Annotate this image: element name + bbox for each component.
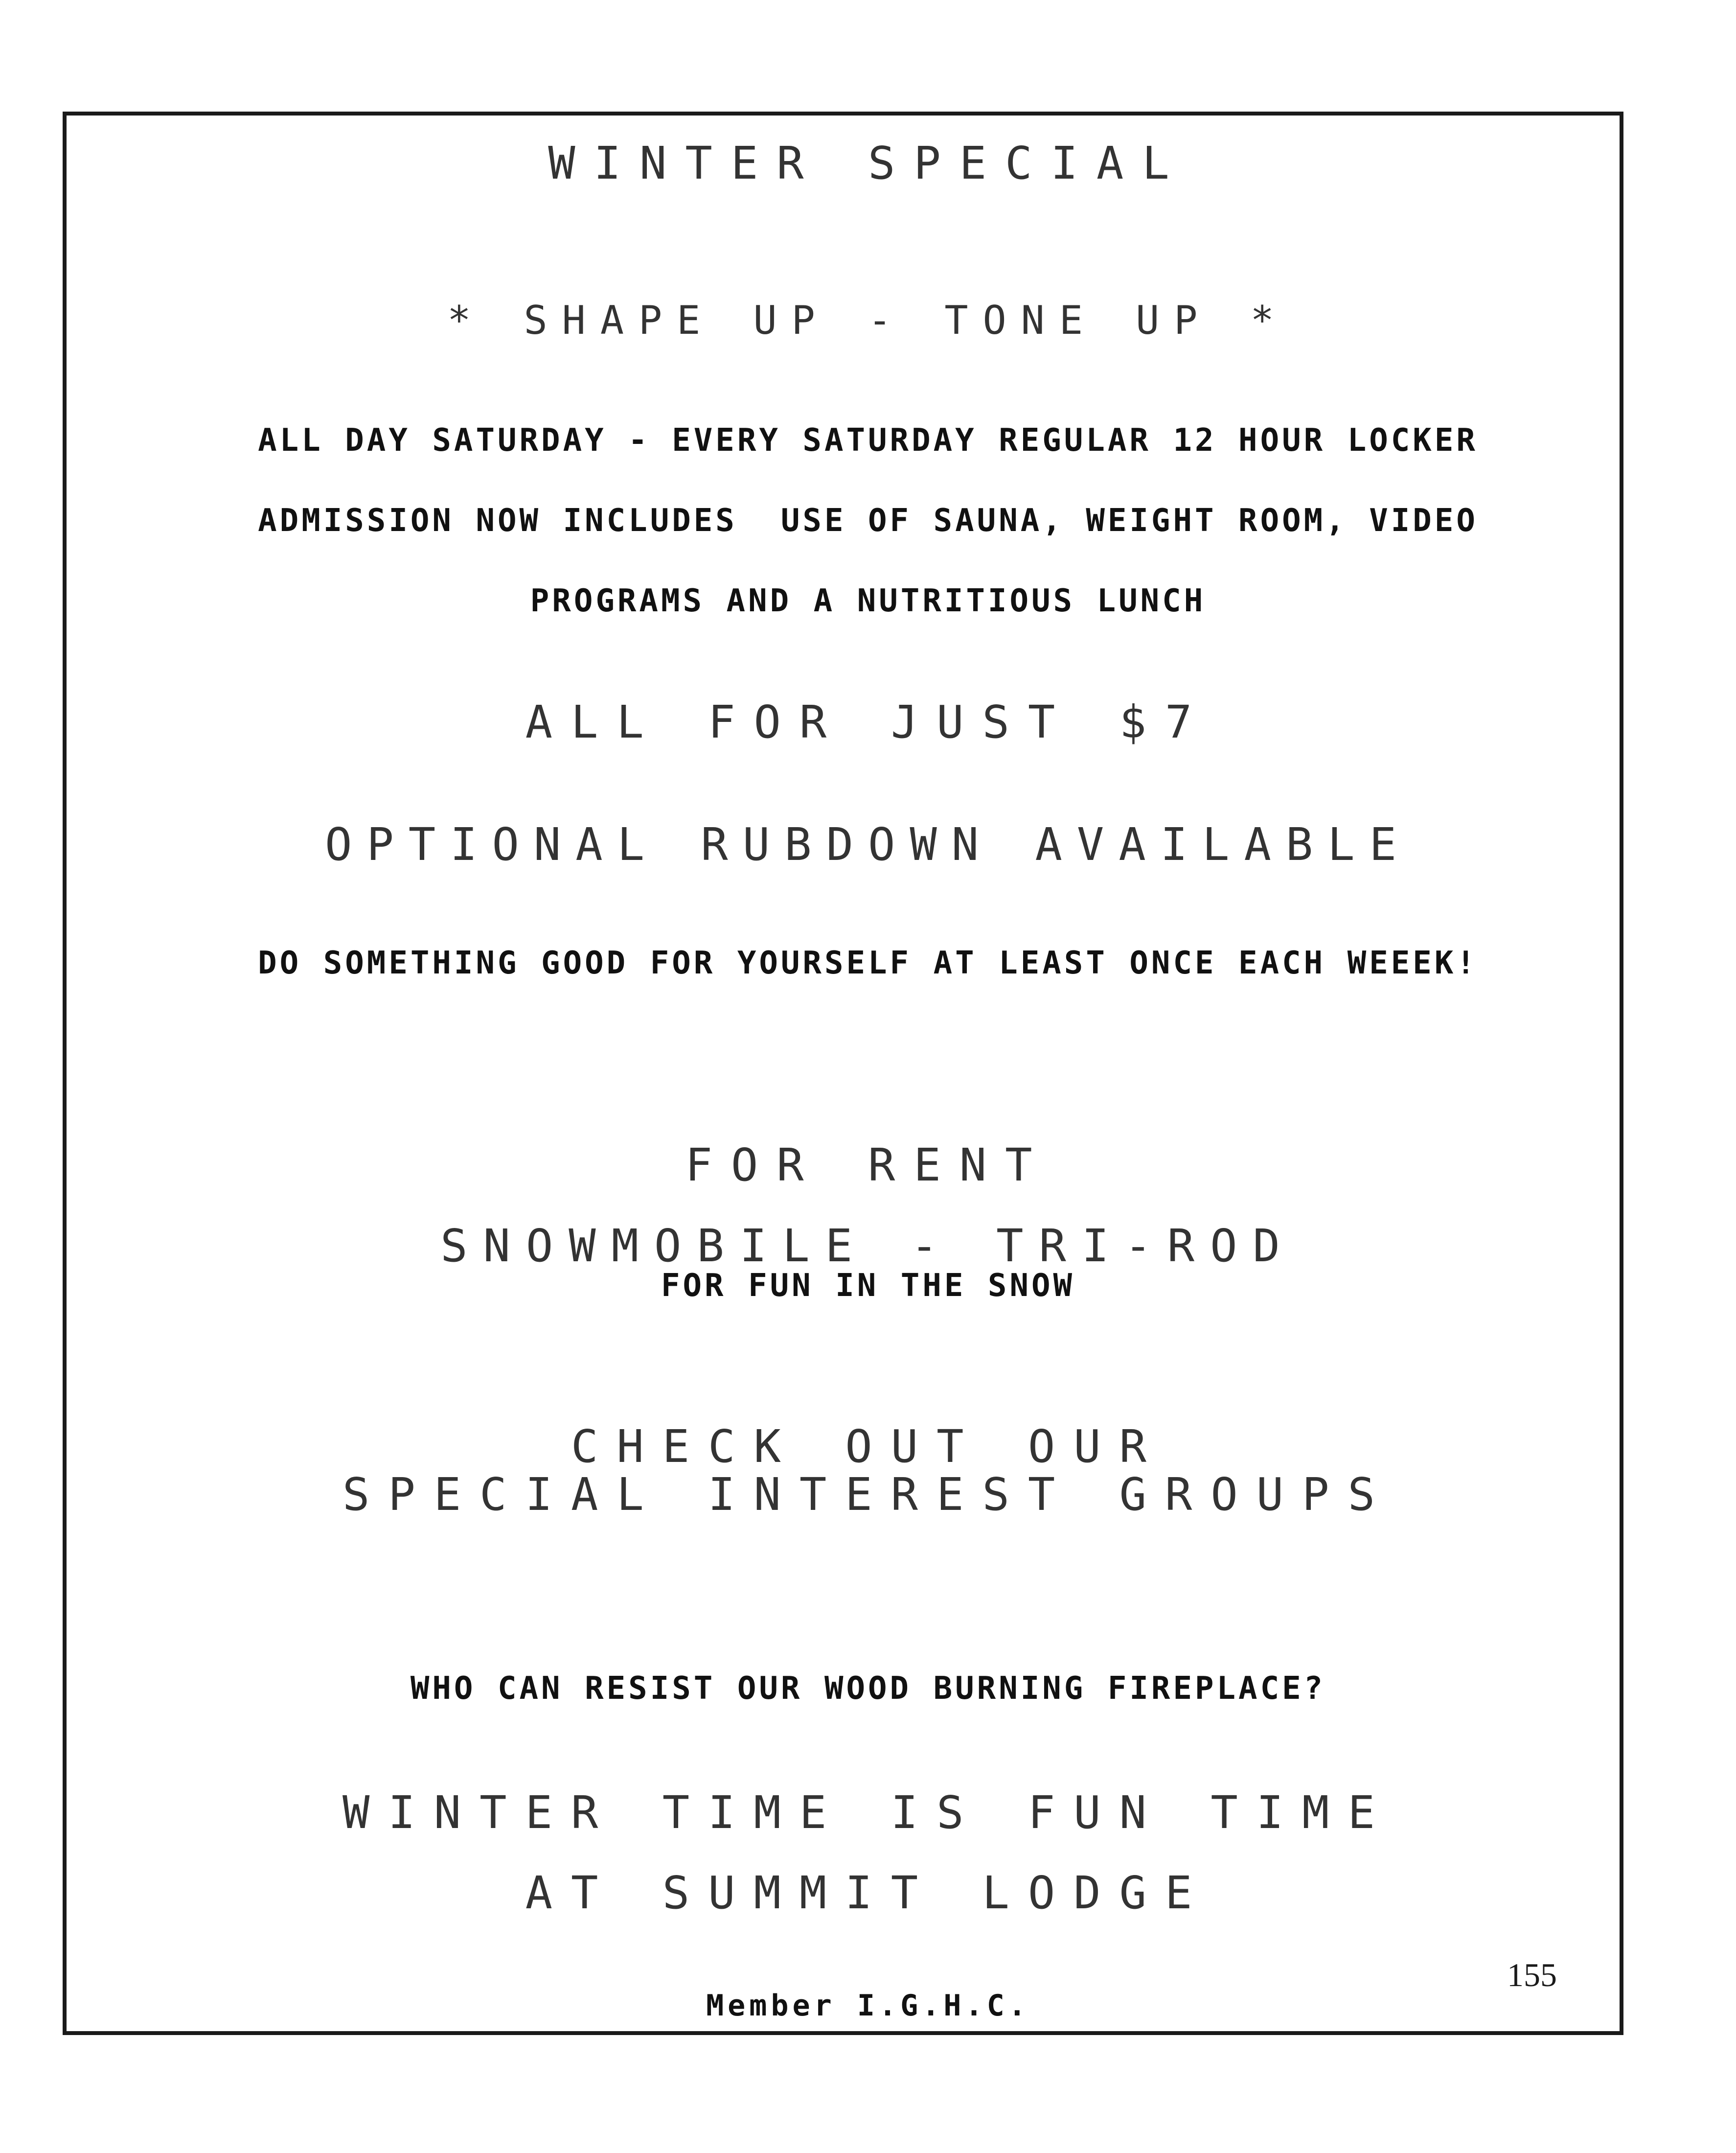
flyer-slogan: * SHAPE UP - TONE UP * <box>447 298 1289 343</box>
flyer-heading: WINTER SPECIAL <box>548 137 1188 189</box>
saturday-line-3: PROGRAMS AND A NUTRITIOUS LUNCH <box>530 583 1206 619</box>
fireplace-line: WHO CAN RESIST OUR WOOD BURNING FIREPLACE? <box>410 1670 1326 1707</box>
rent-items: SNOWMOBILE - TRI-ROD <box>440 1220 1296 1272</box>
weekly-line: DO SOMETHING GOOD FOR YOURSELF AT LEAST ONCE EACH WEEEK! <box>258 945 1478 981</box>
groups-line-1: CHECK OUT OUR <box>571 1420 1165 1473</box>
closing-line-2: AT SUMMIT LODGE <box>525 1867 1211 1919</box>
member-line: Member I.G.H.C. <box>706 1989 1030 2023</box>
rent-heading: FOR RENT <box>685 1139 1051 1191</box>
price-line: ALL FOR JUST $7 <box>525 696 1211 748</box>
saturday-line-2: ADMISSION NOW INCLUDES USE OF SAUNA, WEIGHT ROOM, VIDEO <box>258 503 1478 539</box>
groups-line-2: SPECIAL INTEREST GROUPS <box>343 1468 1393 1521</box>
rubdown-line: OPTIONAL RUBDOWN AVAILABLE <box>324 818 1412 871</box>
page-number: 155 <box>1507 1956 1557 1993</box>
rent-tagline: FOR FUN IN THE SNOW <box>661 1268 1075 1304</box>
flyer-border <box>63 112 1623 2035</box>
closing-line-1: WINTER TIME IS FUN TIME <box>343 1786 1393 1839</box>
saturday-line-1: ALL DAY SATURDAY - EVERY SATURDAY REGULAR 12 HOUR LOCKER <box>258 422 1478 459</box>
